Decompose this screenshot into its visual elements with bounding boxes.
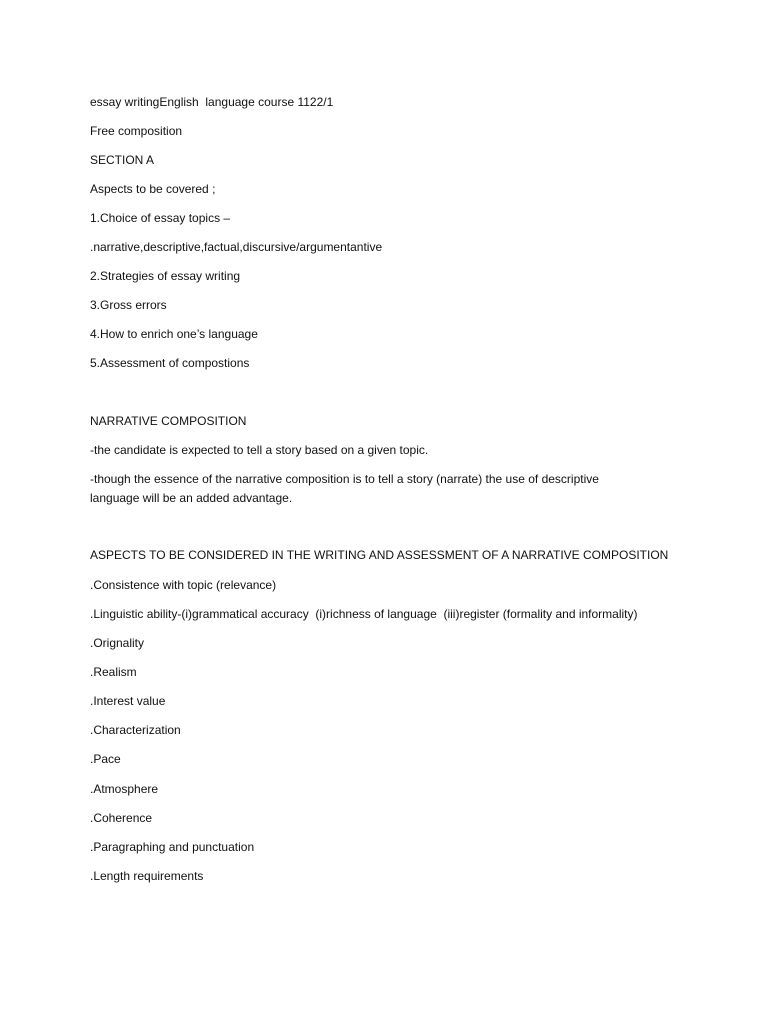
- aspect-item-linguistic-ability: .Linguistic ability-(i)grammatical accuracy (i)richness of language (iii)register (formality and informality): [90, 607, 638, 621]
- list-item-topic-types: .narrative,descriptive,factual,discursive/argumentantive: [90, 240, 383, 254]
- narrative-paragraph-1: -the candidate is expected to tell a story based on a given topic.: [90, 443, 429, 457]
- list-item-strategies: 2.Strategies of essay writing: [90, 269, 241, 283]
- document-title: essay writingEnglish language course 1122/1: [90, 95, 334, 109]
- aspect-item-characterization: .Characterization: [90, 723, 181, 737]
- aspect-item-consistence: .Consistence with topic (relevance): [90, 578, 277, 592]
- section-heading: SECTION A: [90, 153, 155, 167]
- aspect-item-paragraphing: .Paragraphing and punctuation: [90, 840, 255, 854]
- aspect-item-coherence: .Coherence: [90, 811, 153, 825]
- list-item-enrich-language: 4.How to enrich one’s language: [90, 327, 258, 341]
- narrative-paragraph-2-line-1: -though the essence of the narrative composition is to tell a story (narrate) the use of descriptive: [90, 472, 599, 486]
- assessment-aspects-heading: ASPECTS TO BE CONSIDERED IN THE WRITING AND ASSESSMENT OF A NARRATIVE COMPOSITION: [90, 548, 669, 562]
- narrative-heading: NARRATIVE COMPOSITION: [90, 414, 247, 428]
- aspect-item-realism: .Realism: [90, 665, 137, 679]
- aspect-item-pace: .Pace: [90, 752, 121, 766]
- narrative-paragraph-2-line-2: language will be an added advantage.: [90, 491, 293, 505]
- aspect-item-originality: .Orignality: [90, 636, 145, 650]
- list-item-assessment: 5.Assessment of compostions: [90, 356, 250, 370]
- aspects-heading: Aspects to be covered ;: [90, 182, 216, 196]
- subtitle-free-composition: Free composition: [90, 124, 183, 138]
- list-item-gross-errors: 3.Gross errors: [90, 298, 167, 312]
- aspect-item-atmosphere: .Atmosphere: [90, 782, 159, 796]
- aspect-item-interest-value: .Interest value: [90, 694, 166, 708]
- aspect-item-length: .Length requirements: [90, 869, 204, 883]
- list-item-choice-of-topics: 1.Choice of essay topics –: [90, 211, 231, 225]
